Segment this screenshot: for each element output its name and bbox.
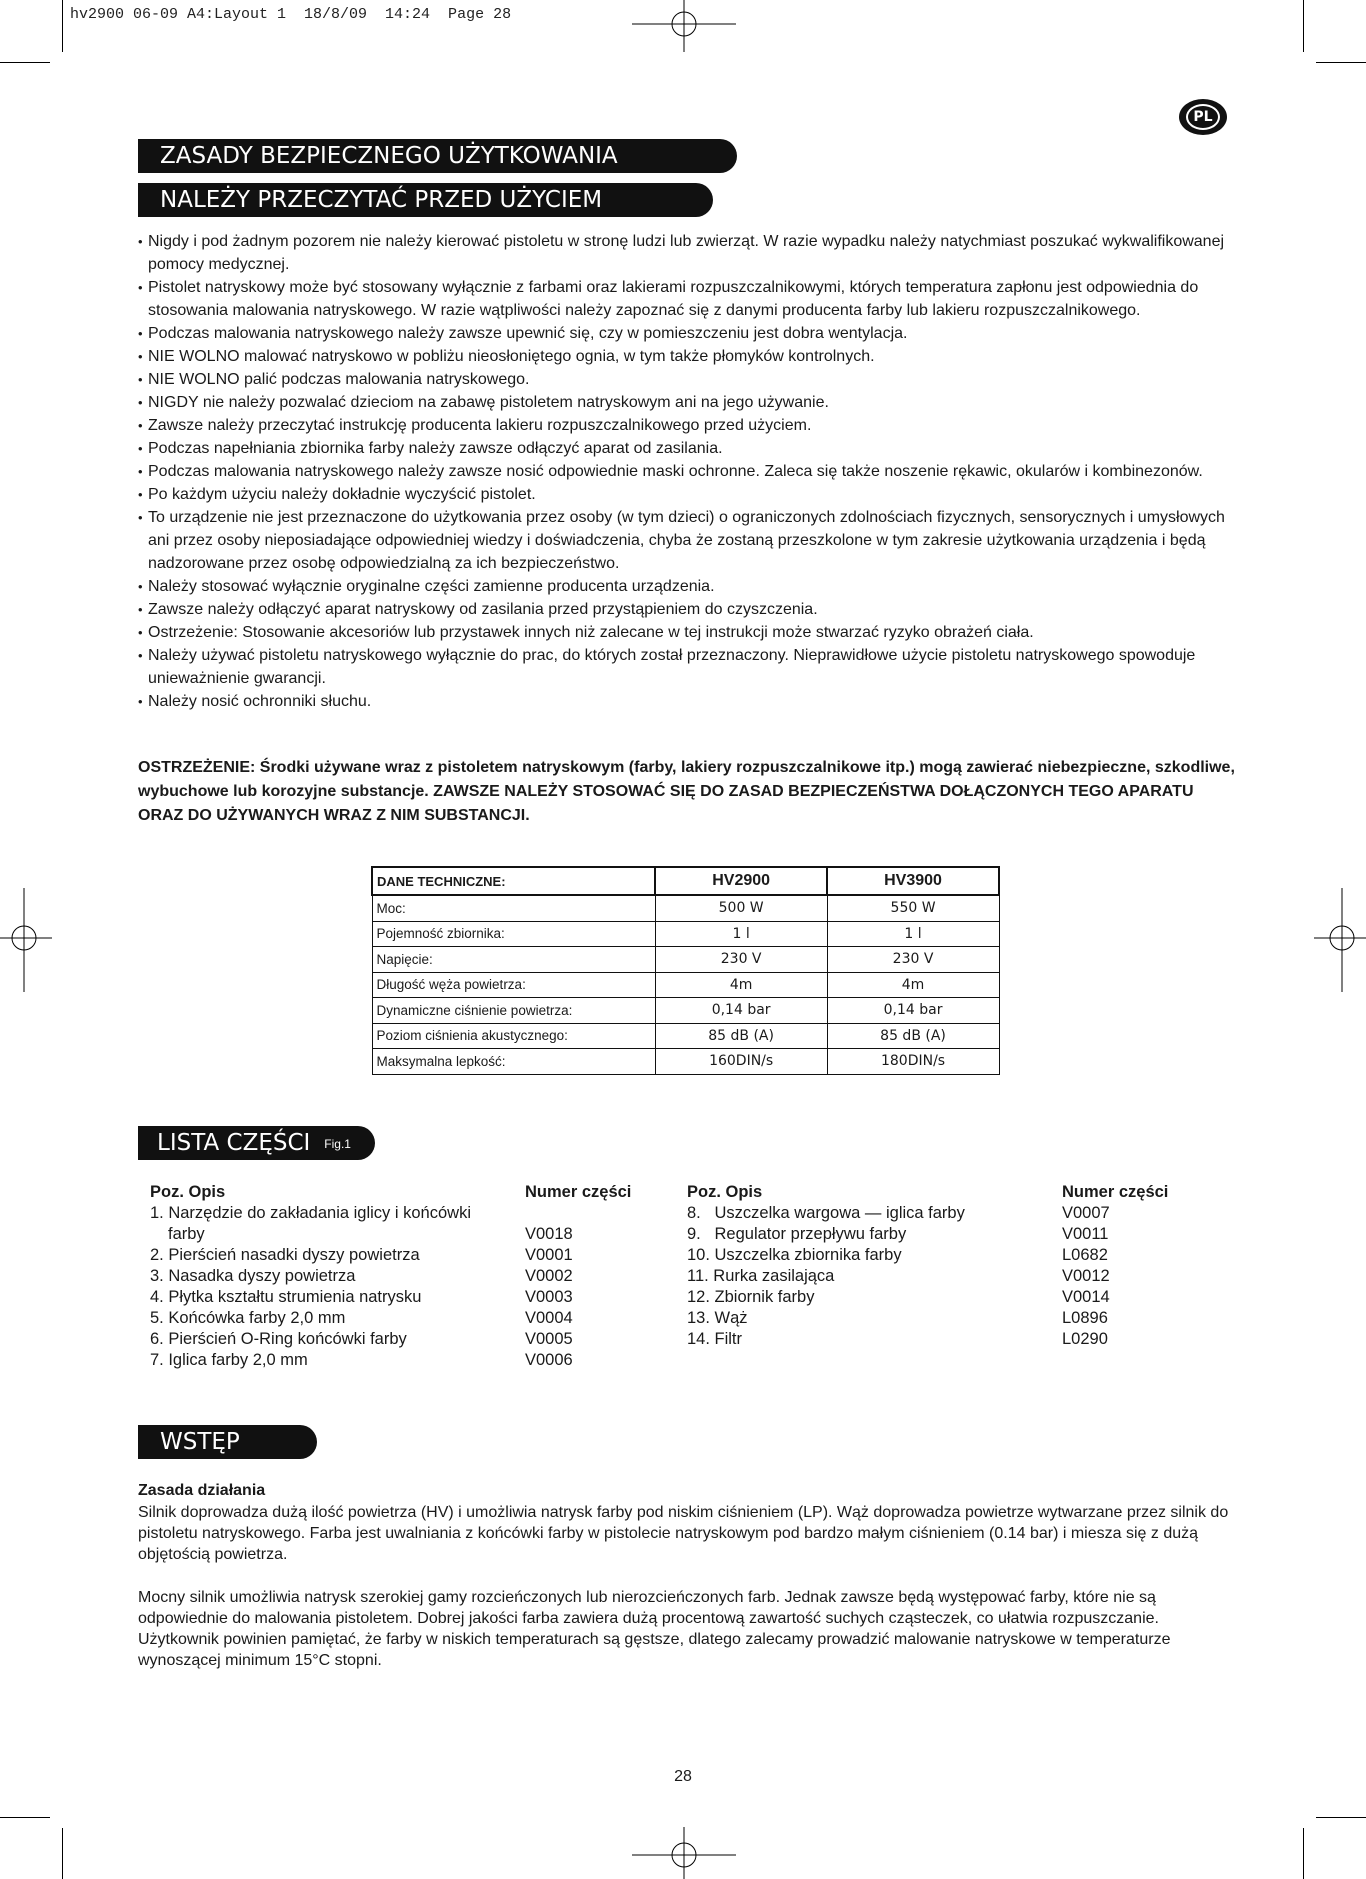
parts-header-row (150, 1182, 650, 1203)
parts-col-desc: Poz. Opis (687, 1183, 763, 1201)
table-row (372, 1049, 999, 1075)
table-cell: 85 dB (A) (827, 1023, 999, 1049)
banner-parts-list (138, 1126, 375, 1160)
part-number: V0006 (525, 1351, 573, 1369)
table-row (372, 998, 999, 1024)
parts-col-code: Numer części (1062, 1183, 1169, 1201)
part-number: V0007 (1062, 1204, 1110, 1222)
list-item: • Podczas napełniania zbiornika farby należy zawsze odłączyć aparat od zasilania. (138, 437, 1228, 460)
part-number: L0682 (1062, 1246, 1108, 1264)
table-cell: Napięcie: (372, 947, 655, 973)
table-header-cell: HV3900 (827, 867, 999, 895)
table-cell: 4m (655, 972, 827, 998)
part-description: 10. Uszczelka zbiornika farby (687, 1246, 902, 1264)
safety-list (138, 230, 1228, 713)
part-number: V0005 (525, 1330, 573, 1348)
table-cell: Dynamiczne ciśnienie powietrza: (372, 998, 655, 1024)
part-description: 13. Wąż (687, 1309, 748, 1327)
list-item: • NIE WOLNO malować natryskowo w pobliżu nieosłoniętego ognia, w tym także płomyków kontrolnych. (138, 345, 1228, 368)
table-row (372, 947, 999, 973)
list-item: • Podczas malowania natryskowego należy zawsze upewnić się, czy w pomieszczeniu jest dobra wentylacja. (138, 322, 1228, 345)
part-description: 5. Końcówka farby 2,0 mm (150, 1309, 346, 1327)
list-item (150, 1245, 650, 1266)
banner-read-before-use: NALEŻY PRZECZYTAĆ PRZED UŻYCIEM (138, 183, 713, 217)
list-item (150, 1287, 650, 1308)
intro-paragraph-2: Mocny silnik umożliwia natrysk szerokiej gamy rozcieńczonych lub nierozcieńczonych farb. Jednak zawsze będą występować farby, które nie są odpowiednie do malowania pistoletem. Dobrej jakości farba zawiera dużą procentową zawartość suchych cząsteczek, co ułatwia rozpuszczanie. Użytkownik powinien pamiętać, że farby w niskich temperaturach są gęstsze, dlatego zalecamy prowadzić malowanie natryskowe w temperaturze wynoszącej minimum 15°C stopni. (138, 1589, 1171, 1669)
parts-list-left (150, 1182, 650, 1371)
list-item (150, 1224, 650, 1245)
parts-list-right (687, 1182, 1227, 1350)
list-item (687, 1329, 1227, 1350)
registration-mark-top (632, 0, 736, 52)
list-item (687, 1308, 1227, 1329)
part-description: 2. Pierścień nasadki dyszy powietrza (150, 1246, 420, 1264)
part-number: V0018 (525, 1225, 573, 1243)
list-item: • Należy używać pistoletu natryskowego wyłącznie do prac, do których został przeznaczony. Nieprawidłowe użycie pistoletu natryskowego spowoduje unieważnienie gwarancji. (138, 644, 1228, 690)
crop-mark (62, 0, 63, 52)
list-item: • Nigdy i pod żadnym pozorem nie należy kierować pistoletu w stronę ludzi lub zwierząt. W razie wypadku należy natychmiast poszukać wykwalifikowanej pomocy medycznej. (138, 230, 1228, 276)
table-cell: 1 l (655, 921, 827, 947)
registration-mark-right (1314, 888, 1366, 992)
list-item (150, 1350, 650, 1371)
language-badge-label: PL (1186, 104, 1220, 130)
list-item: • NIGDY nie należy pozwalać dzieciom na zabawę pistoletem natryskowym ani na jego używanie. (138, 391, 1228, 414)
registration-mark-bottom (632, 1827, 736, 1879)
registration-mark-left (0, 888, 52, 992)
part-number: L0290 (1062, 1330, 1108, 1348)
page-number: 28 (674, 1768, 692, 1785)
list-item (687, 1287, 1227, 1308)
list-item (150, 1329, 650, 1350)
list-item: • Zawsze należy przeczytać instrukcję producenta lakieru rozpuszczalnikowego przed użyciem. (138, 414, 1228, 437)
crop-mark (1316, 1817, 1366, 1818)
technical-data-table (371, 866, 1000, 1075)
list-item: • NIE WOLNO palić podczas malowania natryskowego. (138, 368, 1228, 391)
table-cell: Pojemność zbiornika: (372, 921, 655, 947)
list-item: • Po każdym użyciu należy dokładnie wyczyścić pistolet. (138, 483, 1228, 506)
list-item: • Pistolet natryskowy może być stosowany wyłącznie z farbami oraz lakierami rozpuszczalnikowymi, których temperatura zapłonu jest odpowiednia do stosowania malowania natryskowego. W razie wątpliwości należy zapoznać się z danymi producenta farby lub lakieru rozpuszczalnikowego. (138, 276, 1228, 322)
table-cell: Długość węża powietrza: (372, 972, 655, 998)
part-description: 9. Regulator przepływu farby (687, 1225, 907, 1243)
list-item (687, 1224, 1227, 1245)
part-number: V0002 (525, 1267, 573, 1285)
crop-mark (0, 62, 50, 63)
part-number: V0001 (525, 1246, 573, 1264)
part-description: 11. Rurka zasilająca (687, 1267, 835, 1285)
table-cell: 180DIN/s (827, 1049, 999, 1075)
table-cell: 160DIN/s (655, 1049, 827, 1075)
table-row (372, 1023, 999, 1049)
part-description: 1. Narzędzie do zakładania iglicy i końcówki (150, 1204, 471, 1222)
table-header-cell: HV2900 (655, 867, 827, 895)
table-cell: 0,14 bar (655, 998, 827, 1024)
part-number: V0014 (1062, 1288, 1110, 1306)
list-item (687, 1203, 1227, 1224)
part-number: L0896 (1062, 1309, 1108, 1327)
table-cell: 0,14 bar (827, 998, 999, 1024)
list-item: • Należy nosić ochronniki słuchu. (138, 690, 1228, 713)
warning-paragraph: OSTRZEŻENIE: Środki używane wraz z pistoletem natryskowym (farby, lakiery rozpuszczalnikowe itp.) mogą zawierać niebezpieczne, szkodliwe, wybuchowe lub korozyjne substancje. ZAWSZE NALEŻY STOSOWAĆ SIĘ DO ZASAD BEZPIECZEŃSTWA DOŁĄCZONYCH TEGO APARATU ORAZ DO UŻYWANYCH WRAZ Z NIM SUBSTANCJI. (138, 759, 1235, 824)
language-badge (1179, 99, 1227, 135)
part-description: 3. Nasadka dyszy powietrza (150, 1267, 356, 1285)
table-header-row (372, 867, 999, 895)
table-cell: 1 l (827, 921, 999, 947)
part-description: 12. Zbiornik farby (687, 1288, 815, 1306)
parts-col-code: Numer części (525, 1183, 632, 1201)
table-row (372, 972, 999, 998)
banner-introduction: WSTĘP (138, 1425, 317, 1459)
part-description: 8. Uszczelka wargowa — iglica farby (687, 1204, 965, 1222)
part-description: 6. Pierścień O-Ring końcówki farby (150, 1330, 407, 1348)
part-number: V0004 (525, 1309, 573, 1327)
banner-parts-title: LISTA CZĘŚCI (157, 1130, 311, 1156)
table-cell: 4m (827, 972, 999, 998)
list-item (687, 1245, 1227, 1266)
crop-mark (0, 1817, 50, 1818)
intro-paragraph-1: Silnik doprowadza dużą ilość powietrza (HV) i umożliwia natrysk farby pod niskim ciśnieniem (LP). Wąż doprowadza powietrze wytwarzane przez silnik do pistoletu natryskowego. Farba jest uwalniania z końcówki farby w pistolecie natryskowym pod bardzo małym ciśnieniem (0.14 bar) i miesza się z dużą objętością powietrza. (138, 1504, 1229, 1563)
table-cell: Poziom ciśnienia akustycznego: (372, 1023, 655, 1049)
list-item (150, 1203, 650, 1224)
part-description: 4. Płytka kształtu strumienia natrysku (150, 1288, 422, 1306)
crop-mark (1303, 1828, 1304, 1879)
part-description: 7. Iglica farby 2,0 mm (150, 1351, 308, 1369)
list-item (150, 1308, 650, 1329)
intro-heading: Zasada działania (138, 1482, 266, 1499)
list-item: • Ostrzeżenie: Stosowanie akcesoriów lub przystawek innych niż zalecane w tej instrukcji może stwarzać ryzyko obrażeń ciała. (138, 621, 1228, 644)
crop-mark (62, 1828, 63, 1879)
table-cell: 85 dB (A) (655, 1023, 827, 1049)
table-cell: 500 W (655, 895, 827, 921)
table-cell: 550 W (827, 895, 999, 921)
part-description: farby (168, 1225, 205, 1243)
parts-header-row (687, 1182, 1227, 1203)
table-cell: 230 V (655, 947, 827, 973)
list-item (150, 1266, 650, 1287)
print-slug: hv2900 06-09 A4:Layout 1 18/8/09 14:24 Page 28 (70, 6, 512, 23)
list-item: • Zawsze należy odłączyć aparat natryskowy od zasilania przed przystąpieniem do czyszczenia. (138, 598, 1228, 621)
table-row (372, 895, 999, 921)
part-number: V0012 (1062, 1267, 1110, 1285)
table-cell: Moc: (372, 895, 655, 921)
crop-mark (1316, 62, 1366, 63)
crop-mark (1303, 0, 1304, 52)
part-number: V0003 (525, 1288, 573, 1306)
list-item (687, 1266, 1227, 1287)
list-item: • Podczas malowania natryskowego należy zawsze nosić odpowiednie maski ochronne. Zaleca się także noszenie rękawic, okularów i kombinezonów. (138, 460, 1228, 483)
table-row (372, 921, 999, 947)
banner-safety-rules: ZASADY BEZPIECZNEGO UŻYTKOWANIA (138, 139, 737, 173)
figure-reference: Fig.1 (324, 1136, 351, 1151)
list-item: • Należy stosować wyłącznie oryginalne części zamienne producenta urządzenia. (138, 575, 1228, 598)
parts-col-desc: Poz. Opis (150, 1183, 226, 1201)
table-header-cell: DANE TECHNICZNE: (372, 867, 655, 895)
list-item: • To urządzenie nie jest przeznaczone do użytkowania przez osoby (w tym dzieci) o ograniczonych zdolnościach fizycznych, sensorycznych i umysłowych ani przez osoby nieposiadające odpowiedniej wiedzy i doświadczenia, chyba że zostaną przeszkolone w tym zakresie użytkowania urządzenia i będą nadzorowane przez osobę odpowiedzialną za ich bezpieczeństwo. (138, 506, 1228, 575)
table-cell: Maksymalna lepkość: (372, 1049, 655, 1075)
part-number: V0011 (1062, 1225, 1109, 1243)
table-cell: 230 V (827, 947, 999, 973)
part-description: 14. Filtr (687, 1330, 743, 1348)
